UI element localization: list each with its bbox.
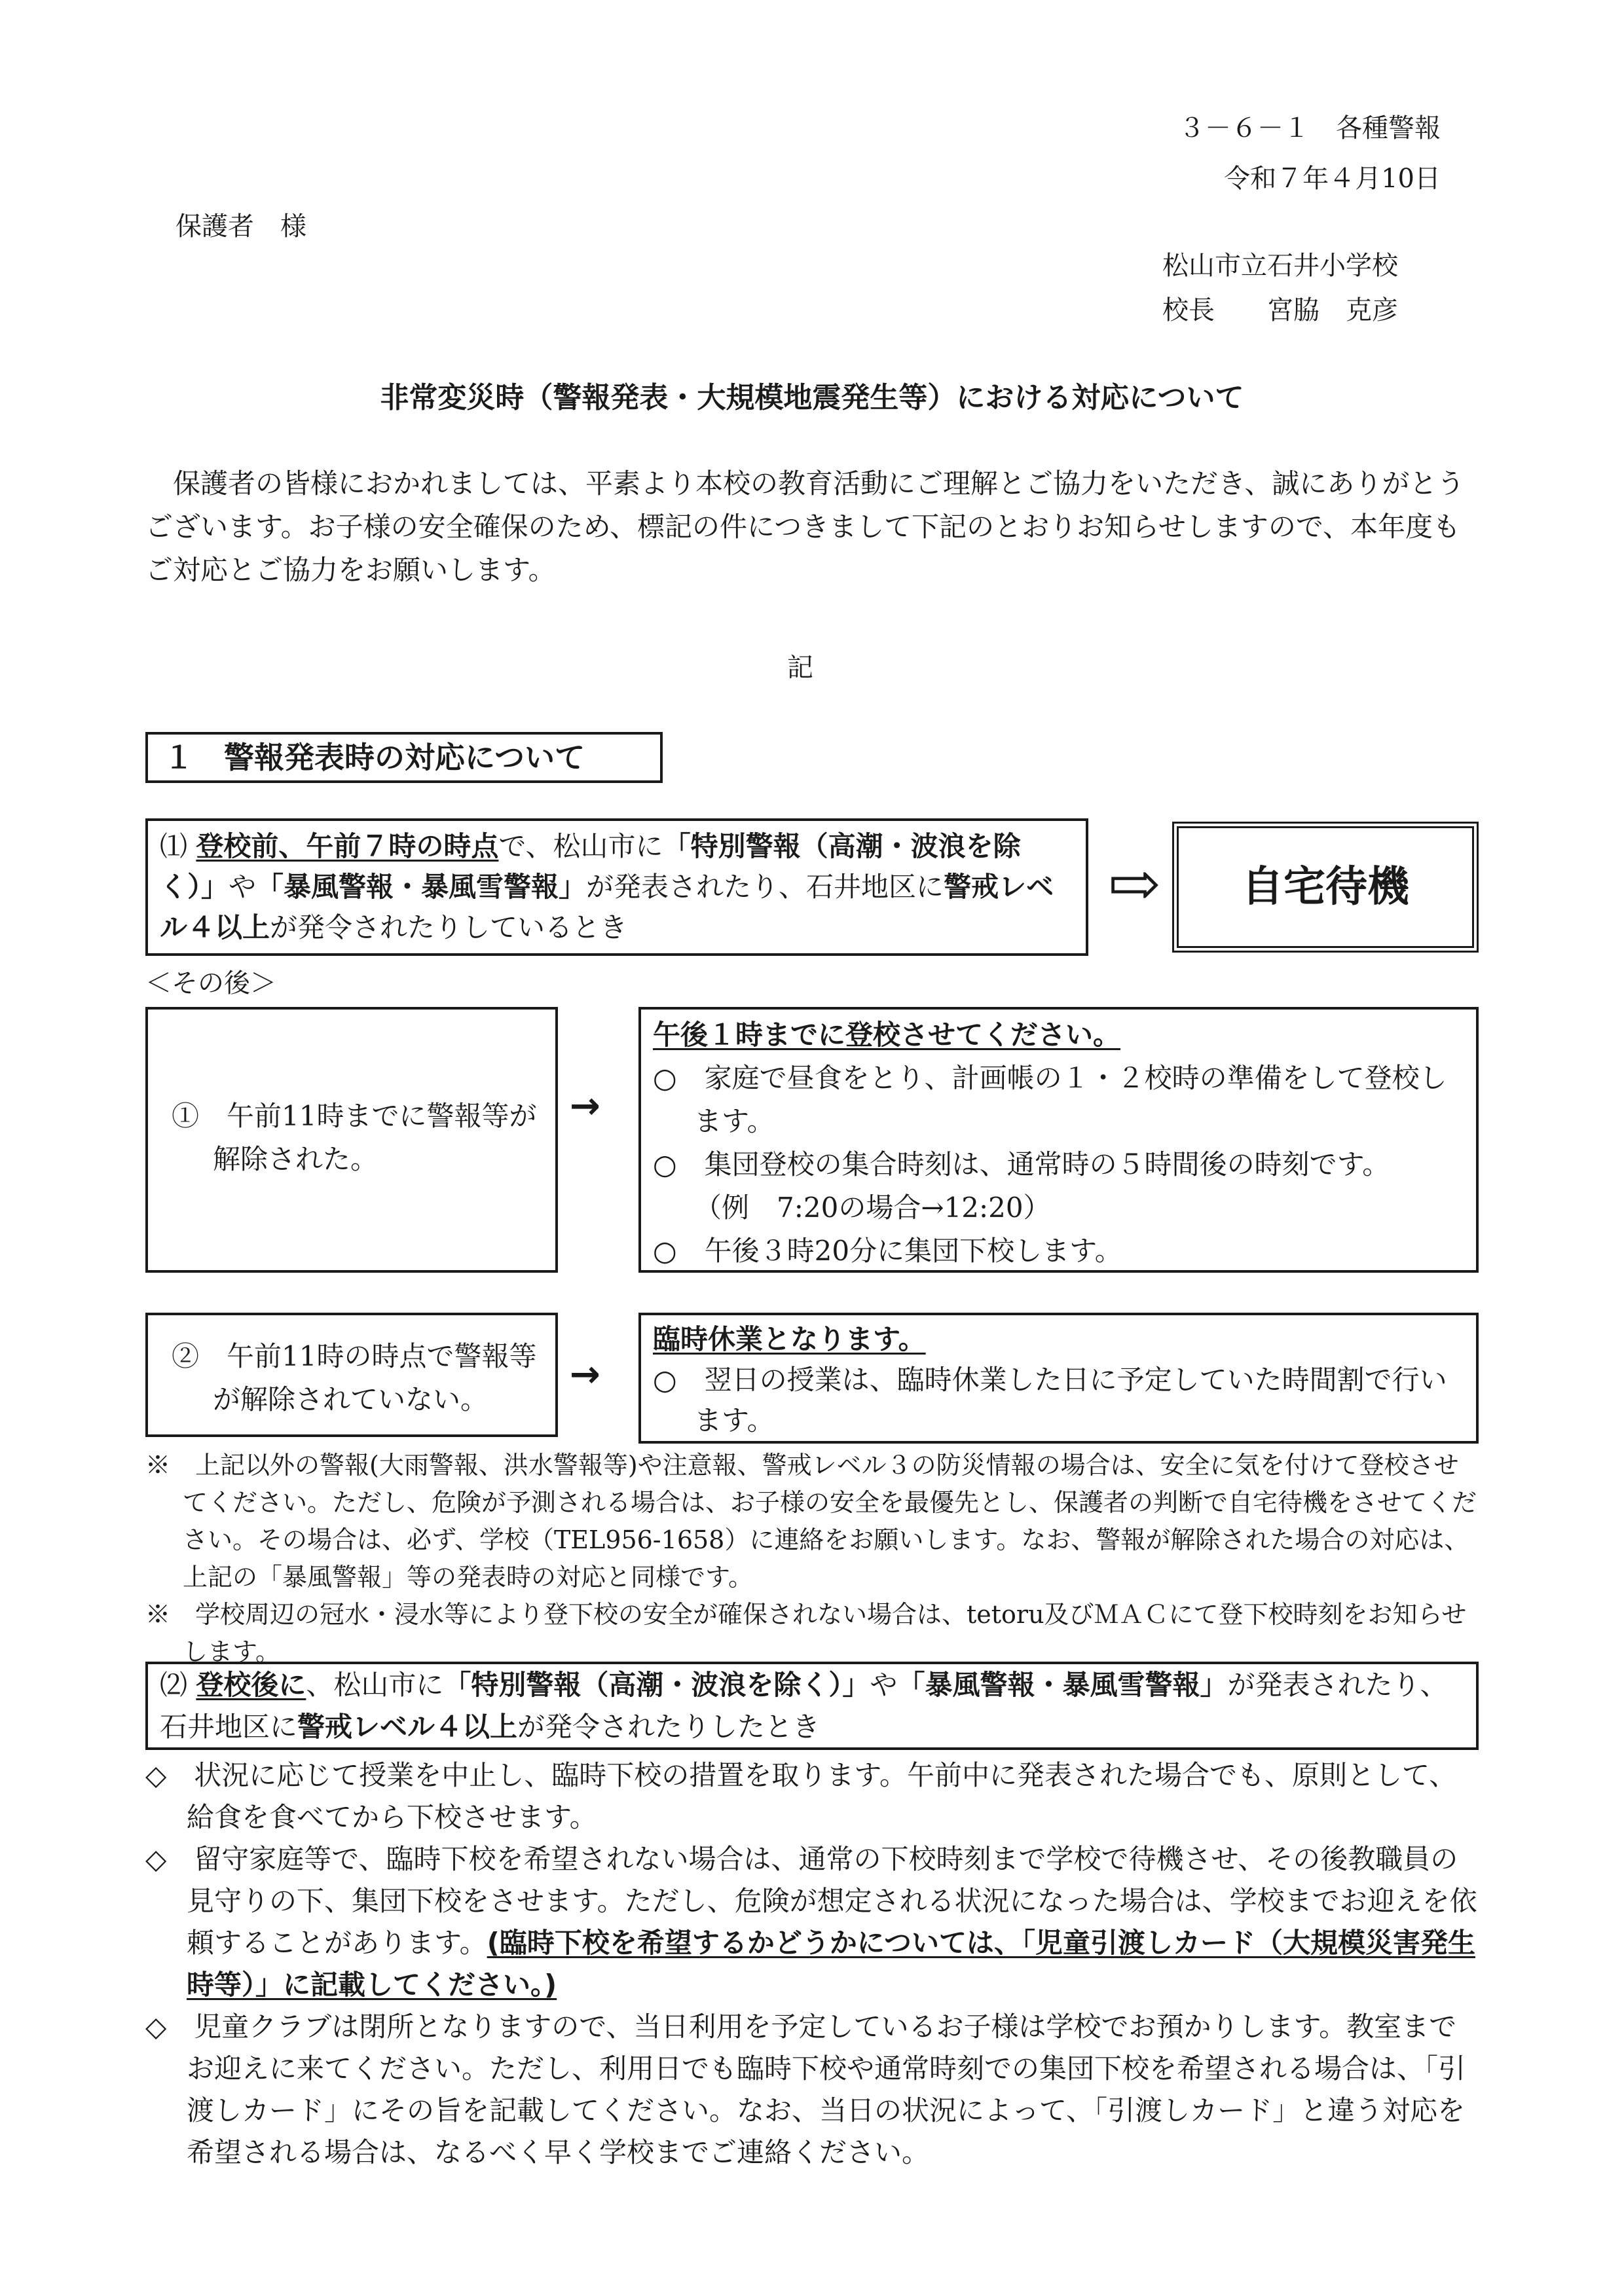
- ki-label: 記: [787, 653, 813, 683]
- case2-text2: や: [870, 1669, 898, 1701]
- case1-timing: 登校前、午前７時の時点: [196, 830, 499, 862]
- case1-text: で、松山市に: [498, 830, 663, 862]
- subcase1-item: ○ 集団登校の集合時刻は、通常時の５時間後の時刻です。: [653, 1148, 1390, 1180]
- bullet-item: [145, 1838, 1481, 2006]
- sonogo-label: ＜その後＞: [145, 968, 276, 998]
- case1-text3: が発表されたり、石井地区に: [586, 871, 944, 903]
- subcase1-example: （例 7:20の場合→12:20）: [694, 1192, 1051, 1224]
- intro-paragraph: 保護者の皆様におかれましては、平素より本校の教育活動にご理解とご協力をいただき、誠にありがとうございます。お子様の安全確保のため、標記の件につきまして下記のとおりお知らせしますので、本年度もご対応とご協力をお願いします。: [145, 467, 1465, 586]
- case2-special-warning: 「特別警報（高潮・波浪を除く）」: [443, 1669, 870, 1701]
- subcase1-condition-text: ① 午前11時までに警報等が解除された。: [172, 1100, 537, 1175]
- arrow-icon: →: [570, 1085, 600, 1127]
- bullet-list: [145, 1755, 1481, 2174]
- case1-box: [145, 818, 1088, 956]
- notes: [145, 1447, 1481, 1671]
- subcase2-action: [638, 1313, 1479, 1444]
- subcase1-head: 午後１時までに登校させてください。: [653, 1019, 1121, 1051]
- case1-alert-level: 警戒レベル４以上: [160, 871, 1054, 943]
- page-title: 非常変災時（警報発表・大規模地震発生等）における対応について: [380, 381, 1244, 414]
- bullet-item-emphasis: (臨時下校を希望するかどうかについては、「児童引渡しカード（大規模災害発生時等）」に記載してください。): [187, 1927, 1476, 2001]
- case1-text2: や: [229, 871, 257, 903]
- note-item: ※ 上記以外の警報(大雨警報、洪水警報等)や注意報、警戒レベル３の防災情報の場合は、安全に気を付けて登校させてください。ただし、危険が予測される場合は、お子様の安全を最優先とし、保護者の判断で自宅待機をさせてください。その場合は、必ず、学校（TEL956-1658）に連絡をお願いします。なお、警報が解除された場合の対応は、上記の「暴風警報」等の発表時の対応と同様です。: [145, 1451, 1477, 1592]
- bullet-item: ◇ 児童クラブは閉所となりますので、当日利用を予定しているお子様は学校でお預かりします。教室までお迎えに来てください。ただし、利用日でも臨時下校や通常時刻での集団下校を希望される場合は、「引渡しカード」にその旨を記載してください。なお、当日の状況によって、「引渡しカード」と違う対応を希望される場合は、なるべく早く学校までご連絡ください。: [145, 2011, 1466, 2168]
- note-item: ※ 学校周辺の冠水・浸水等により登下校の安全が確保されない場合は、tetoru及びＭＡＣにて登下校時刻をお知らせします。: [145, 1600, 1467, 1666]
- subcase2-head: 臨時休業となります。: [653, 1323, 926, 1355]
- sender-name: 校長 宮脇 克彦: [1162, 295, 1398, 325]
- subcase1-action: [638, 1007, 1479, 1273]
- case1-special-warning: 「特別警報（高潮・波浪を除く）」: [160, 830, 1021, 903]
- case2-alert-level: 警戒レベル４以上: [297, 1711, 518, 1743]
- case2-num: ⑵: [160, 1669, 188, 1701]
- addressee: 保護者 様: [175, 211, 306, 242]
- outline-arrow-icon: ⇨: [1107, 847, 1161, 920]
- case2-box: [145, 1662, 1479, 1750]
- subcase1-item: ○ 家庭で昼食をとり、計画帳の１・２校時の準備をして登校します。: [653, 1062, 1447, 1137]
- bullet-item: ◇ 状況に応じて授業を中止し、臨時下校の措置を取ります。午前中に発表された場合でも、原則として、給食を食べてから下校させます。: [145, 1759, 1457, 1833]
- case2-text4: が発令されたりしたとき: [517, 1711, 821, 1743]
- case1-storm-warning: 「暴風警報・暴風雪警報」: [256, 871, 587, 903]
- subcase2-item: ○ 翌日の授業は、臨時休業した日に予定していた時間割で行います。: [653, 1364, 1447, 1436]
- bullet-item-text: ◇ 留守家庭等で、臨時下校を希望されない場合は、通常の下校時刻まで学校で待機させ、その後教職員の見守りの下、集団下校をさせます。ただし、危険が想定される状況になった場合は、学校までお迎えを依頼することがあります。: [145, 1843, 1477, 1959]
- doc-code: ３－６－１ 各種警報: [1179, 113, 1441, 143]
- case1-num: ⑴: [160, 830, 188, 862]
- sender-org: 松山市立石井小学校: [1162, 251, 1398, 281]
- section-heading: １ 警報発表時の対応について: [145, 732, 663, 783]
- result-home-standby: 自宅待機: [1172, 822, 1479, 953]
- date: 令和７年４月10日: [1224, 164, 1441, 194]
- subcase1-condition: [145, 1007, 558, 1273]
- case2-text3: が発表されたり、石井地区に: [160, 1669, 1448, 1743]
- case1-text4: が発令されたりしているとき: [270, 911, 628, 943]
- case2-timing: 登校後に: [196, 1669, 306, 1701]
- case2-storm-warning: 「暴風警報・暴風雪警報」: [897, 1669, 1228, 1701]
- subcase2-condition: [145, 1313, 558, 1437]
- case2-text: 、松山市に: [306, 1669, 444, 1701]
- arrow-icon-2: →: [570, 1353, 600, 1396]
- subcase1-item: ○ 午後３時20分に集団下校します。: [653, 1235, 1122, 1267]
- subcase2-condition-text: ② 午前11時の時点で警報等が解除されていない。: [172, 1340, 537, 1415]
